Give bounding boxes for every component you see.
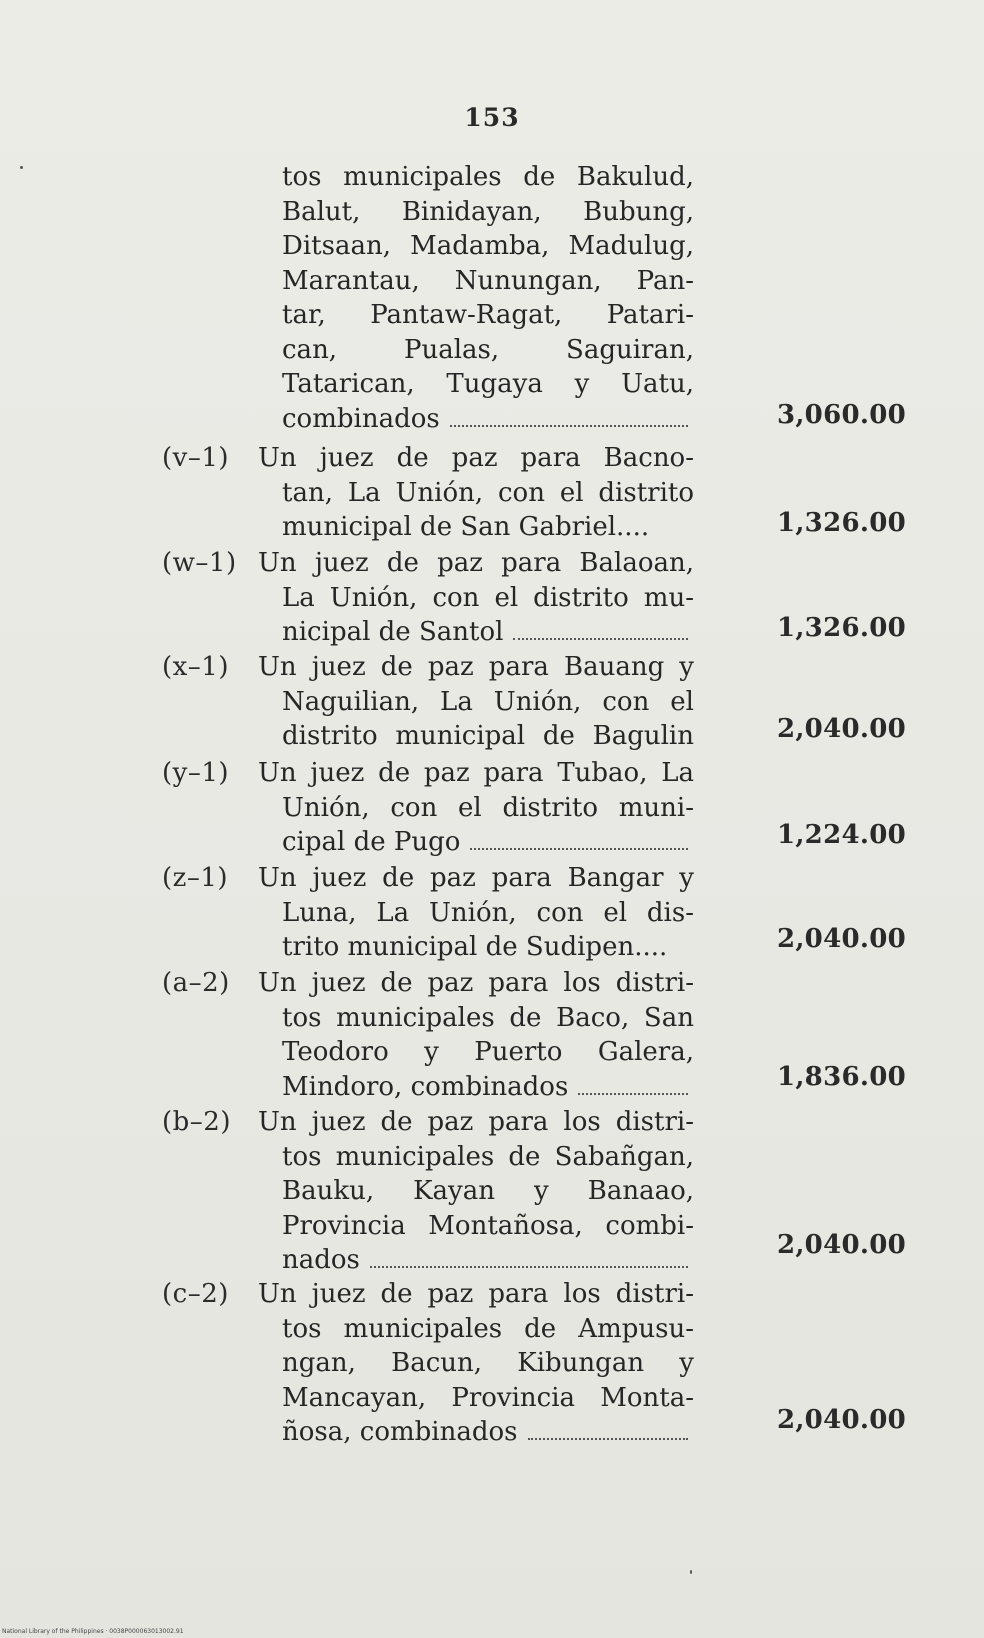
- entry-line: Un juez de paz para los distri-: [258, 1279, 694, 1309]
- entry-line-text: trito municipal de Sudipen....: [282, 932, 668, 962]
- entry-line-last: [282, 1243, 694, 1278]
- scan-speck: [690, 1570, 692, 1574]
- entry-line: Un juez de paz para Bacno-: [258, 443, 694, 473]
- entry-line-text: cipal de Pugo: [282, 827, 461, 857]
- entry-amount: 2,040.00: [776, 1230, 906, 1260]
- entry-line: Un juez de paz para Balaoan,: [258, 548, 694, 578]
- entry-line: Un juez de paz para los distri-: [258, 1107, 694, 1137]
- entry-marker: (v–1): [162, 443, 230, 473]
- entry-line-text: municipal de San Gabriel....: [282, 512, 650, 542]
- entry-line-last: [282, 1415, 694, 1450]
- entry-line: Marantau, Nunungan, Pan-: [282, 265, 694, 296]
- entry-line-text: combinados: [282, 403, 440, 434]
- entry-line: distrito municipal de Bagulin: [282, 721, 694, 751]
- entry-line: can, Pualas, Saguiran,: [282, 334, 694, 365]
- entry-amount: 1,326.00: [776, 508, 906, 538]
- entry-line-last: [282, 1070, 694, 1105]
- entry-text: [258, 756, 694, 860]
- entry-line: La Unión, con el distrito mu-: [282, 582, 694, 613]
- entry-text: [258, 861, 694, 965]
- entry-line-text: nados: [282, 1245, 360, 1275]
- entry-line-text: nicipal de Santol: [282, 617, 504, 647]
- entry-line: Un juez de paz para Tubao, La: [258, 758, 694, 788]
- entry-amount: 2,040.00: [776, 924, 906, 954]
- entry-text: [258, 546, 694, 650]
- entry-marker: (a–2): [162, 968, 230, 998]
- entry-line: Luna, La Unión, con el dis-: [282, 897, 694, 928]
- entry-line: Balut, Binidayan, Bubung,: [282, 196, 694, 227]
- entry-marker: (b–2): [162, 1107, 231, 1137]
- entry-line: Ditsaan, Madamba, Madulug,: [282, 231, 694, 261]
- entry-line-text: ñosa, combinados: [282, 1417, 518, 1447]
- entry-text: [258, 650, 694, 754]
- entry-text: [258, 1105, 694, 1278]
- entry-line: tar, Pantaw-Ragat, Patari-: [282, 300, 694, 330]
- entry-line: tan, La Unión, con el distrito: [282, 477, 694, 508]
- entry-line: tos municipales de Sabañgan,: [282, 1141, 694, 1172]
- dot-leader: [470, 848, 688, 850]
- entry-line-last: [282, 825, 694, 860]
- entry-line: Naguilian, La Unión, con el: [282, 686, 694, 717]
- entry-line: Provincia Montañosa, combi-: [282, 1210, 694, 1241]
- entry-line-last: [282, 930, 694, 965]
- entry-marker: (c–2): [162, 1279, 229, 1309]
- entry-line: Unión, con el distrito muni-: [282, 792, 694, 823]
- entry-marker: (w–1): [162, 548, 237, 578]
- dot-leader: [528, 1438, 689, 1440]
- entry-line: Tatarican, Tugaya y Uatu,: [282, 369, 694, 399]
- entry-amount: 2,040.00: [776, 1405, 906, 1435]
- entry-line: tos municipales de Bakulud,: [282, 162, 694, 192]
- entry-line: Teodoro y Puerto Galera,: [282, 1037, 694, 1067]
- entry-line: tos municipales de Baco, San: [282, 1002, 694, 1033]
- entry-text: [282, 160, 694, 436]
- entry-line: Bauku, Kayan y Banaao,: [282, 1176, 694, 1206]
- entry-line: Un juez de paz para Bangar y: [258, 863, 694, 893]
- entry-marker: (y–1): [162, 758, 230, 788]
- entry-text: [258, 966, 694, 1104]
- entry-line: ngan, Bacun, Kibungan y: [282, 1348, 694, 1378]
- entry-marker: (z–1): [162, 863, 229, 893]
- scan-speck: [20, 166, 23, 169]
- entry-line: Mancayan, Provincia Monta-: [282, 1382, 694, 1413]
- entry-line-last: [282, 402, 694, 437]
- entry-line-text: Mindoro, combinados: [282, 1071, 569, 1102]
- entry-amount: 2,040.00: [776, 714, 906, 744]
- page-number: 153: [464, 103, 520, 132]
- entry-amount: 3,060.00: [776, 400, 906, 430]
- entry-line: tos municipales de Ampusu-: [282, 1313, 694, 1344]
- scan-footer: National Library of the Philippines · 0038P000063013002.91: [2, 1628, 184, 1635]
- entry-amount: 1,224.00: [776, 820, 906, 850]
- entry-line-last: [282, 615, 694, 650]
- dot-leader: [578, 1093, 688, 1095]
- dot-leader: [450, 425, 688, 427]
- entry-text: [258, 1277, 694, 1450]
- entry-line-last: [282, 510, 694, 545]
- entry-amount: 1,836.00: [776, 1062, 906, 1092]
- dot-leader: [513, 638, 688, 640]
- entry-line: Un juez de paz para Bauang y: [258, 652, 694, 682]
- entry-text: [258, 441, 694, 545]
- entry-amount: 1,326.00: [776, 613, 906, 643]
- entry-line: Un juez de paz para los distri-: [258, 968, 694, 998]
- dot-leader: [370, 1266, 688, 1268]
- entry-marker: (x–1): [162, 652, 229, 682]
